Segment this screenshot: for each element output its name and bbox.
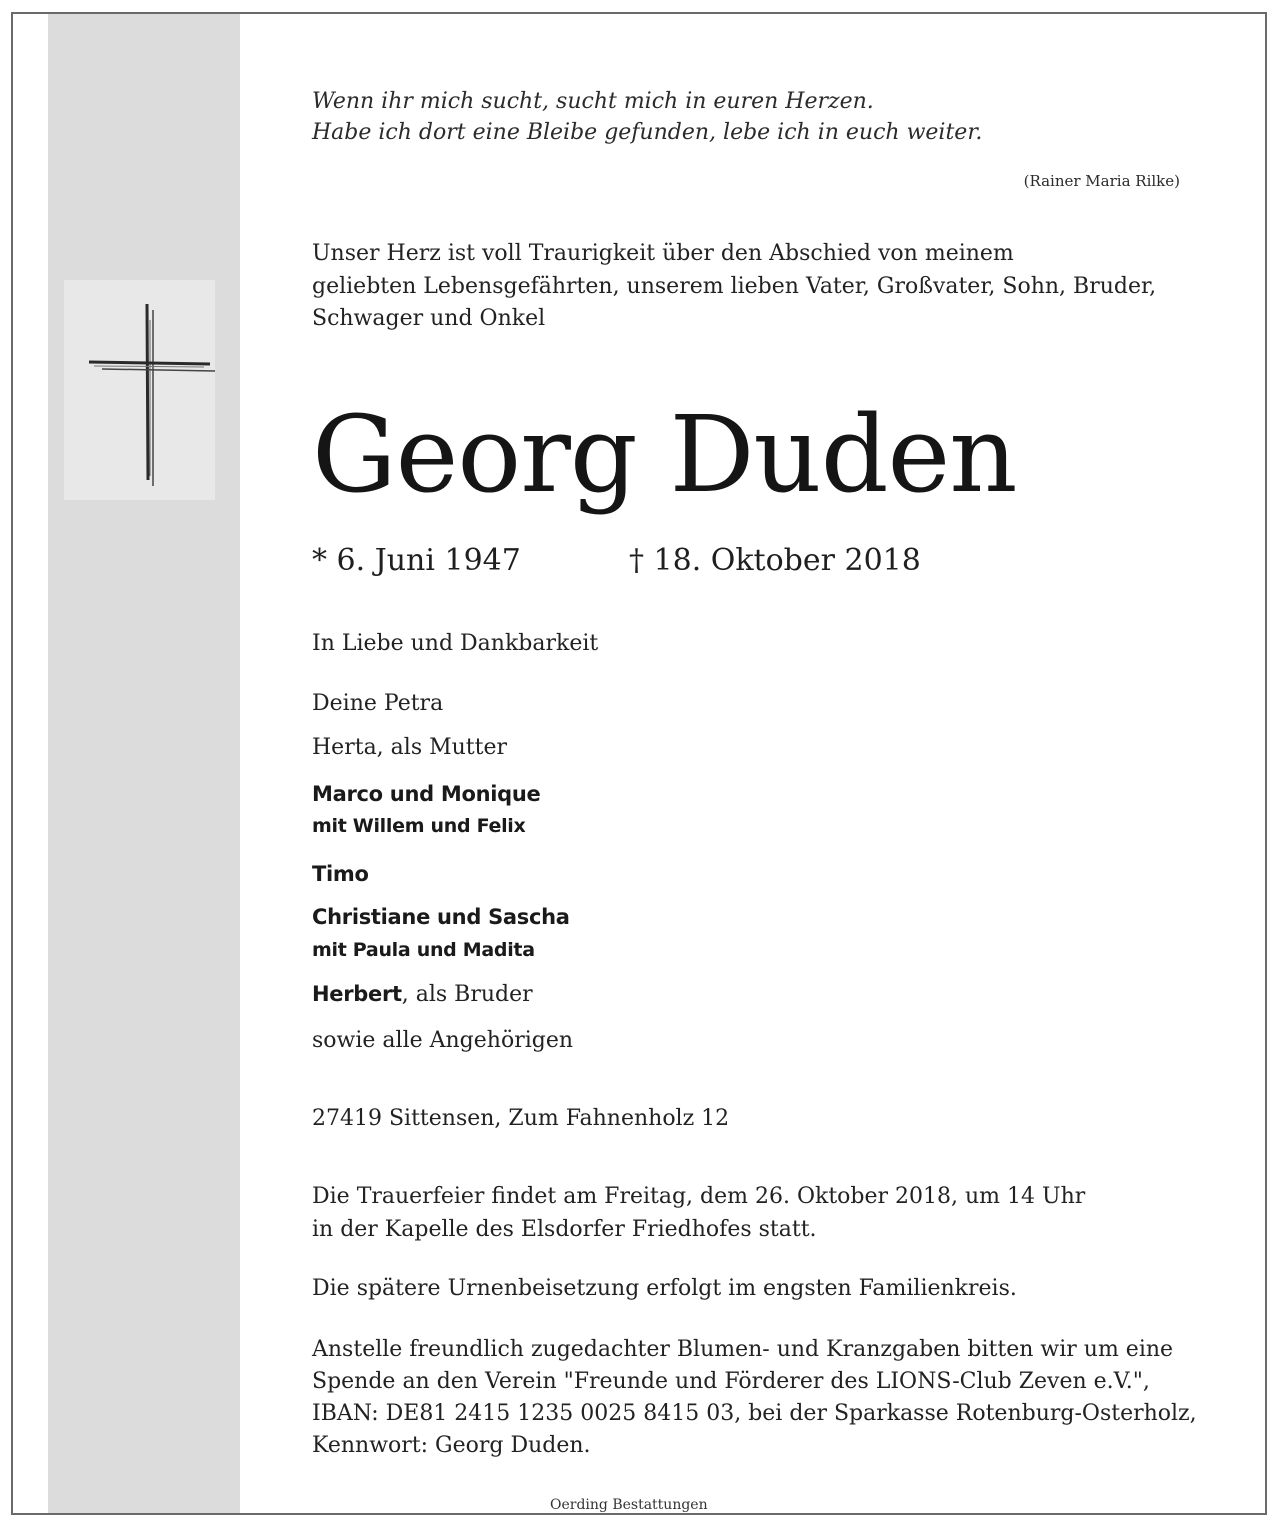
quote-line-2: Habe ich dort eine Bleibe gefunden, lebe ich in euch weiter. bbox=[312, 120, 983, 145]
mourner-christiane-children: mit Paula und Madita bbox=[312, 939, 535, 961]
mourners-heading: In Liebe und Dankbarkeit bbox=[312, 631, 599, 656]
funeral-home-credit: Oerding Bestattungen bbox=[550, 1497, 708, 1513]
donation-line-4: Kennwort: Georg Duden. bbox=[312, 1433, 591, 1458]
donation-line-1: Anstelle freundlich zugedachter Blumen- und Kranzgaben bitten wir um eine bbox=[312, 1337, 1174, 1362]
mourner-timo: Timo bbox=[312, 862, 369, 886]
birth-date: * 6. Juni 1947 bbox=[312, 543, 521, 578]
intro-line-2: geliebten Lebensgefährten, unserem lieben Vater, Großvater, Sohn, Bruder, bbox=[312, 274, 1157, 299]
mourner-petra: Deine Petra bbox=[312, 691, 444, 716]
urn-notice: Die spätere Urnenbeisetzung erfolgt im engsten Familienkreis. bbox=[312, 1276, 1017, 1301]
intro-line-3: Schwager und Onkel bbox=[312, 306, 546, 331]
mourner-marco-children: mit Willem und Felix bbox=[312, 815, 526, 837]
ceremony-line-1: Die Trauerfeier findet am Freitag, dem 26. Oktober 2018, um 14 Uhr bbox=[312, 1184, 1086, 1209]
side-band bbox=[48, 14, 240, 1513]
deceased-name: Georg Duden bbox=[312, 393, 1017, 516]
quote-line-1: Wenn ihr mich sucht, sucht mich in euren Herzen. bbox=[312, 89, 874, 114]
mourner-herta: Herta, als Mutter bbox=[312, 735, 508, 760]
mourner-herbert-name: Herbert bbox=[312, 982, 402, 1006]
donation-line-2: Spende an den Verein "Freunde und Förderer des LIONS-Club Zeven e.V.", bbox=[312, 1369, 1150, 1394]
mourner-christiane: Christiane und Sascha bbox=[312, 905, 570, 929]
address: 27419 Sittensen, Zum Fahnenholz 12 bbox=[312, 1106, 730, 1131]
obituary-frame bbox=[11, 12, 1267, 1515]
mourner-herbert bbox=[312, 982, 533, 1007]
mourner-others: sowie alle Angehörigen bbox=[312, 1028, 574, 1053]
mourner-marco: Marco und Monique bbox=[312, 782, 541, 806]
ceremony-line-2: in der Kapelle des Elsdorfer Friedhofes statt. bbox=[312, 1217, 817, 1242]
quote-attribution: (Rainer Maria Rilke) bbox=[1023, 172, 1180, 190]
intro-line-1: Unser Herz ist voll Traurigkeit über den Abschied von meinem bbox=[312, 241, 1014, 266]
donation-line-3: IBAN: DE81 2415 1235 0025 8415 03, bei der Sparkasse Rotenburg-Osterholz, bbox=[312, 1401, 1197, 1426]
death-date: † 18. Oktober 2018 bbox=[629, 543, 921, 578]
cross-icon bbox=[64, 280, 215, 500]
cross-panel bbox=[64, 280, 215, 500]
mourner-herbert-role: , als Bruder bbox=[401, 982, 533, 1007]
